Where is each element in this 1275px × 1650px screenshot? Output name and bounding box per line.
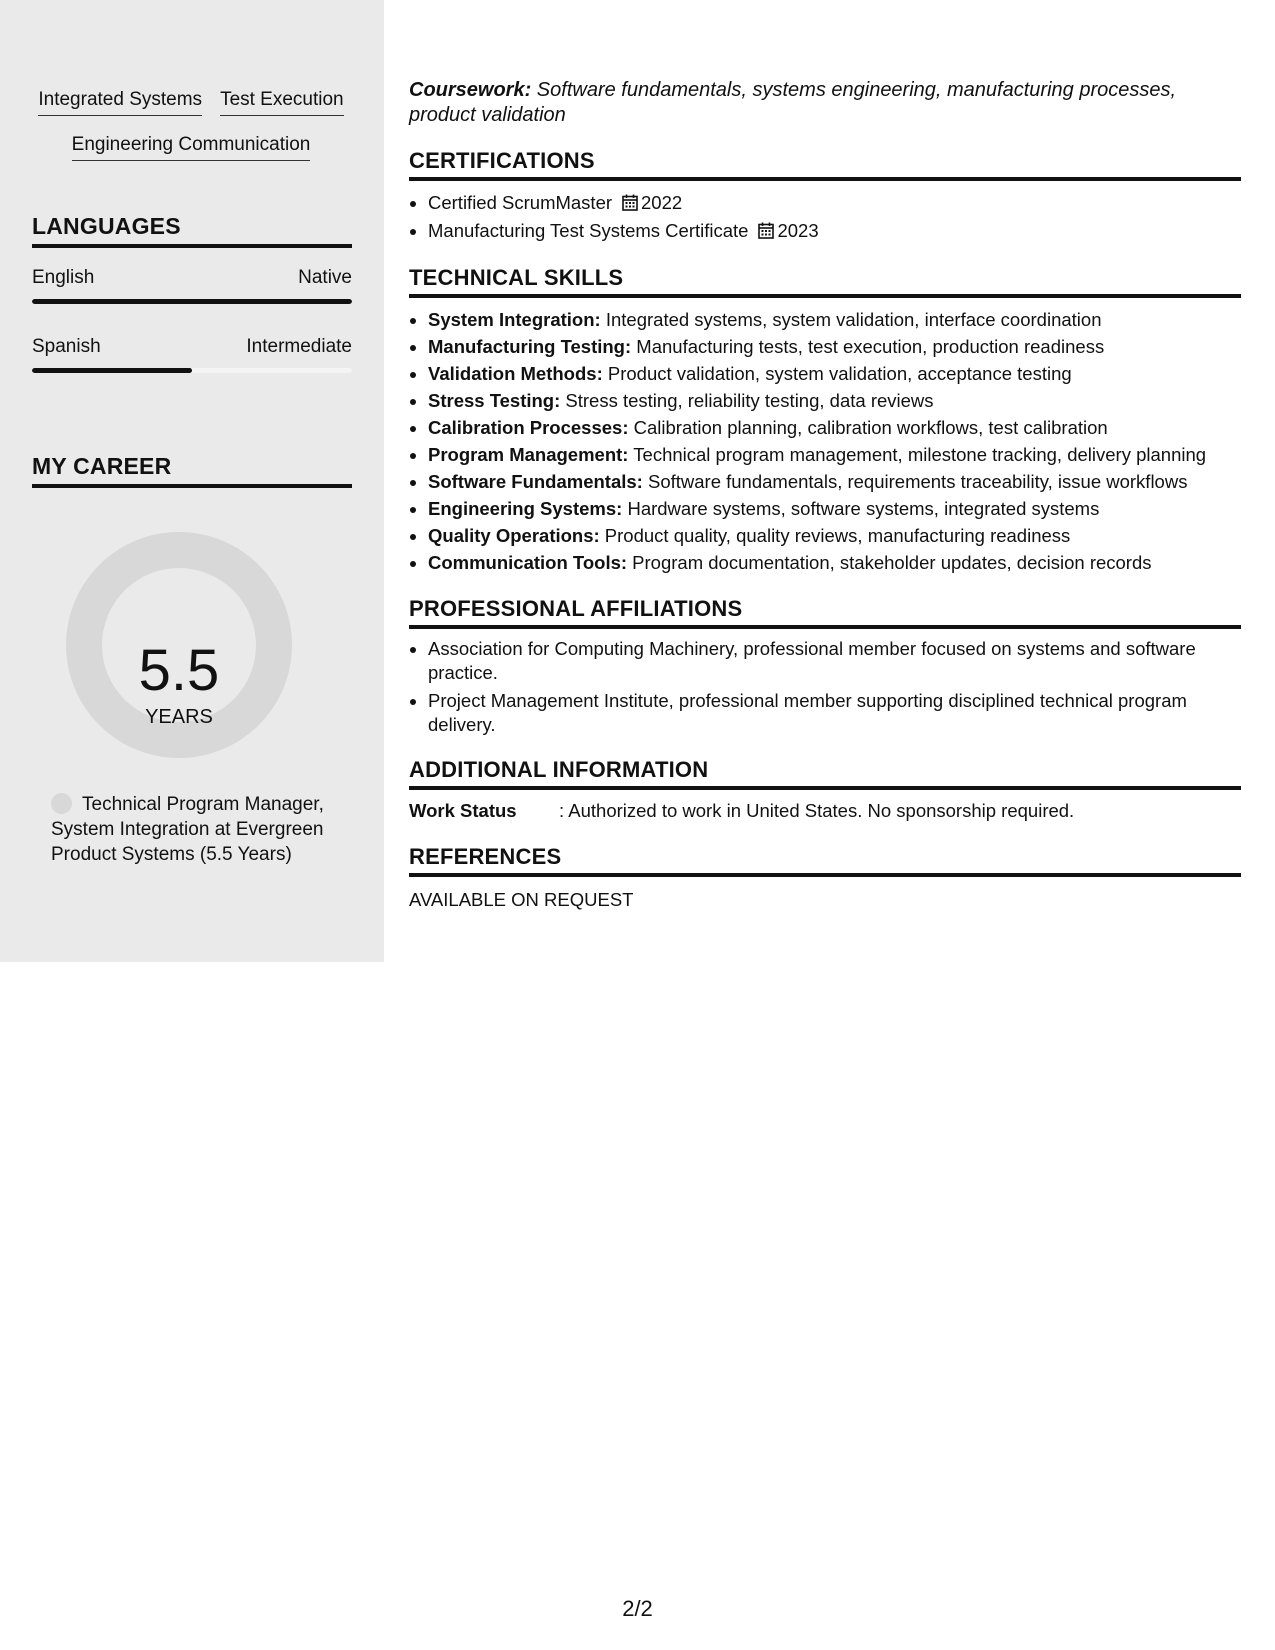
technical-skills-list: [409, 306, 1241, 576]
certifications-heading: CERTIFICATIONS: [409, 148, 1241, 181]
coursework: [409, 78, 1241, 128]
career-years-label: YEARS: [145, 706, 213, 728]
coursework-label: Coursework:: [409, 79, 532, 101]
language-proficiency-fill: [32, 368, 192, 373]
skill-text: Technical program management, milestone tracking, delivery planning: [628, 444, 1207, 465]
skill-label: Calibration Processes:: [428, 417, 629, 438]
language-proficiency-bar: [32, 299, 352, 304]
skill-item: [428, 441, 1241, 468]
page-number: 2/2: [622, 1596, 653, 1621]
skill-tag: Test Execution: [220, 86, 344, 116]
references-heading: REFERENCES: [409, 844, 1241, 877]
language-level: Intermediate: [246, 336, 352, 357]
career-entry-text: Technical Program Manager, System Integration at Evergreen Product Systems (5.5 Years): [51, 794, 324, 865]
calendar-icon: [758, 222, 774, 239]
certification-year: 2022: [641, 192, 683, 213]
language-name: English: [32, 267, 95, 288]
skill-label: Software Fundamentals:: [428, 471, 643, 492]
skill-text: Product quality, quality reviews, manufacturing readiness: [599, 525, 1071, 546]
work-status-row: [409, 798, 1241, 824]
skill-label: Communication Tools:: [428, 552, 628, 573]
language-row-english: [32, 266, 352, 290]
skill-item: [428, 495, 1241, 522]
skill-item: [428, 360, 1241, 387]
skill-text: Software fundamentals, requirements traceability, issue workflows: [642, 471, 1188, 492]
skill-item: [428, 414, 1241, 441]
skill-text: Manufacturing tests, test execution, production readiness: [631, 336, 1105, 357]
skill-text: Program documentation, stakeholder updates, decision records: [627, 552, 1152, 573]
certification-item: [428, 189, 1241, 217]
affiliations-heading: PROFESSIONAL AFFILIATIONS: [409, 596, 1241, 629]
calendar-icon: [622, 194, 638, 211]
career-years-value: 5.5: [138, 638, 220, 703]
work-status-value: : Authorized to work in United States. No sponsorship required.: [559, 800, 1075, 821]
skill-text: Integrated systems, system validation, interface coordination: [600, 309, 1102, 330]
skill-tag: Engineering Communication: [72, 131, 311, 161]
skill-label: Program Management:: [428, 444, 629, 465]
technical-skills-heading: TECHNICAL SKILLS: [409, 265, 1241, 298]
affiliation-item: • Association for Computing Machinery, professional member focused on systems and software practice.: [428, 637, 1241, 685]
language-proficiency-bar: [32, 368, 352, 373]
career-entry: [51, 792, 341, 867]
language-level: Native: [298, 267, 352, 288]
career-years-donut-center: [102, 568, 256, 728]
skill-text: Calibration planning, calibration workflows, test calibration: [628, 417, 1108, 438]
skill-label: Manufacturing Testing:: [428, 336, 632, 357]
coursework-text: Software fundamentals, systems engineering, manufacturing processes, product validation: [409, 79, 1177, 126]
certification-item: [428, 217, 1241, 245]
skill-label: System Integration:: [428, 309, 601, 330]
skill-item: [428, 549, 1241, 576]
skill-text: Stress testing, reliability testing, data reviews: [560, 390, 934, 411]
affiliation-item: • Project Management Institute, professional member supporting disciplined technical program delivery.: [428, 689, 1241, 737]
career-dot-icon: [51, 793, 72, 814]
language-name: Spanish: [32, 336, 101, 357]
language-row-spanish: [32, 335, 352, 359]
affiliations-list: [409, 637, 1241, 737]
career-heading: MY CAREER: [32, 453, 352, 488]
certification-name: Manufacturing Test Systems Certificate: [428, 220, 749, 241]
skill-label: Quality Operations:: [428, 525, 600, 546]
skill-item: [428, 468, 1241, 495]
skill-label: Validation Methods:: [428, 363, 603, 384]
references-text: AVAILABLE ON REQUEST: [409, 889, 634, 910]
skill-item: [428, 522, 1241, 549]
additional-info-heading: ADDITIONAL INFORMATION: [409, 757, 1241, 790]
language-proficiency-fill: [32, 299, 352, 304]
languages-heading: LANGUAGES: [32, 213, 352, 248]
skill-label: Engineering Systems:: [428, 498, 623, 519]
skill-text: Product validation, system validation, acceptance testing: [602, 363, 1072, 384]
skill-label: Stress Testing:: [428, 390, 561, 411]
skills-tags: [30, 86, 352, 161]
skill-tag: Integrated Systems: [38, 86, 202, 116]
sidebar: [0, 0, 384, 962]
certification-name: Certified ScrumMaster: [428, 192, 613, 213]
work-status-label: Work Status: [409, 800, 517, 821]
career-years-donut: [66, 532, 292, 758]
main-content: [409, 78, 1241, 913]
certifications-list: [409, 189, 1241, 245]
skill-item: [428, 306, 1241, 333]
certification-year: 2023: [777, 220, 819, 241]
skill-text: Hardware systems, software systems, integrated systems: [622, 498, 1100, 519]
skill-item: [428, 333, 1241, 360]
skill-item: [428, 387, 1241, 414]
